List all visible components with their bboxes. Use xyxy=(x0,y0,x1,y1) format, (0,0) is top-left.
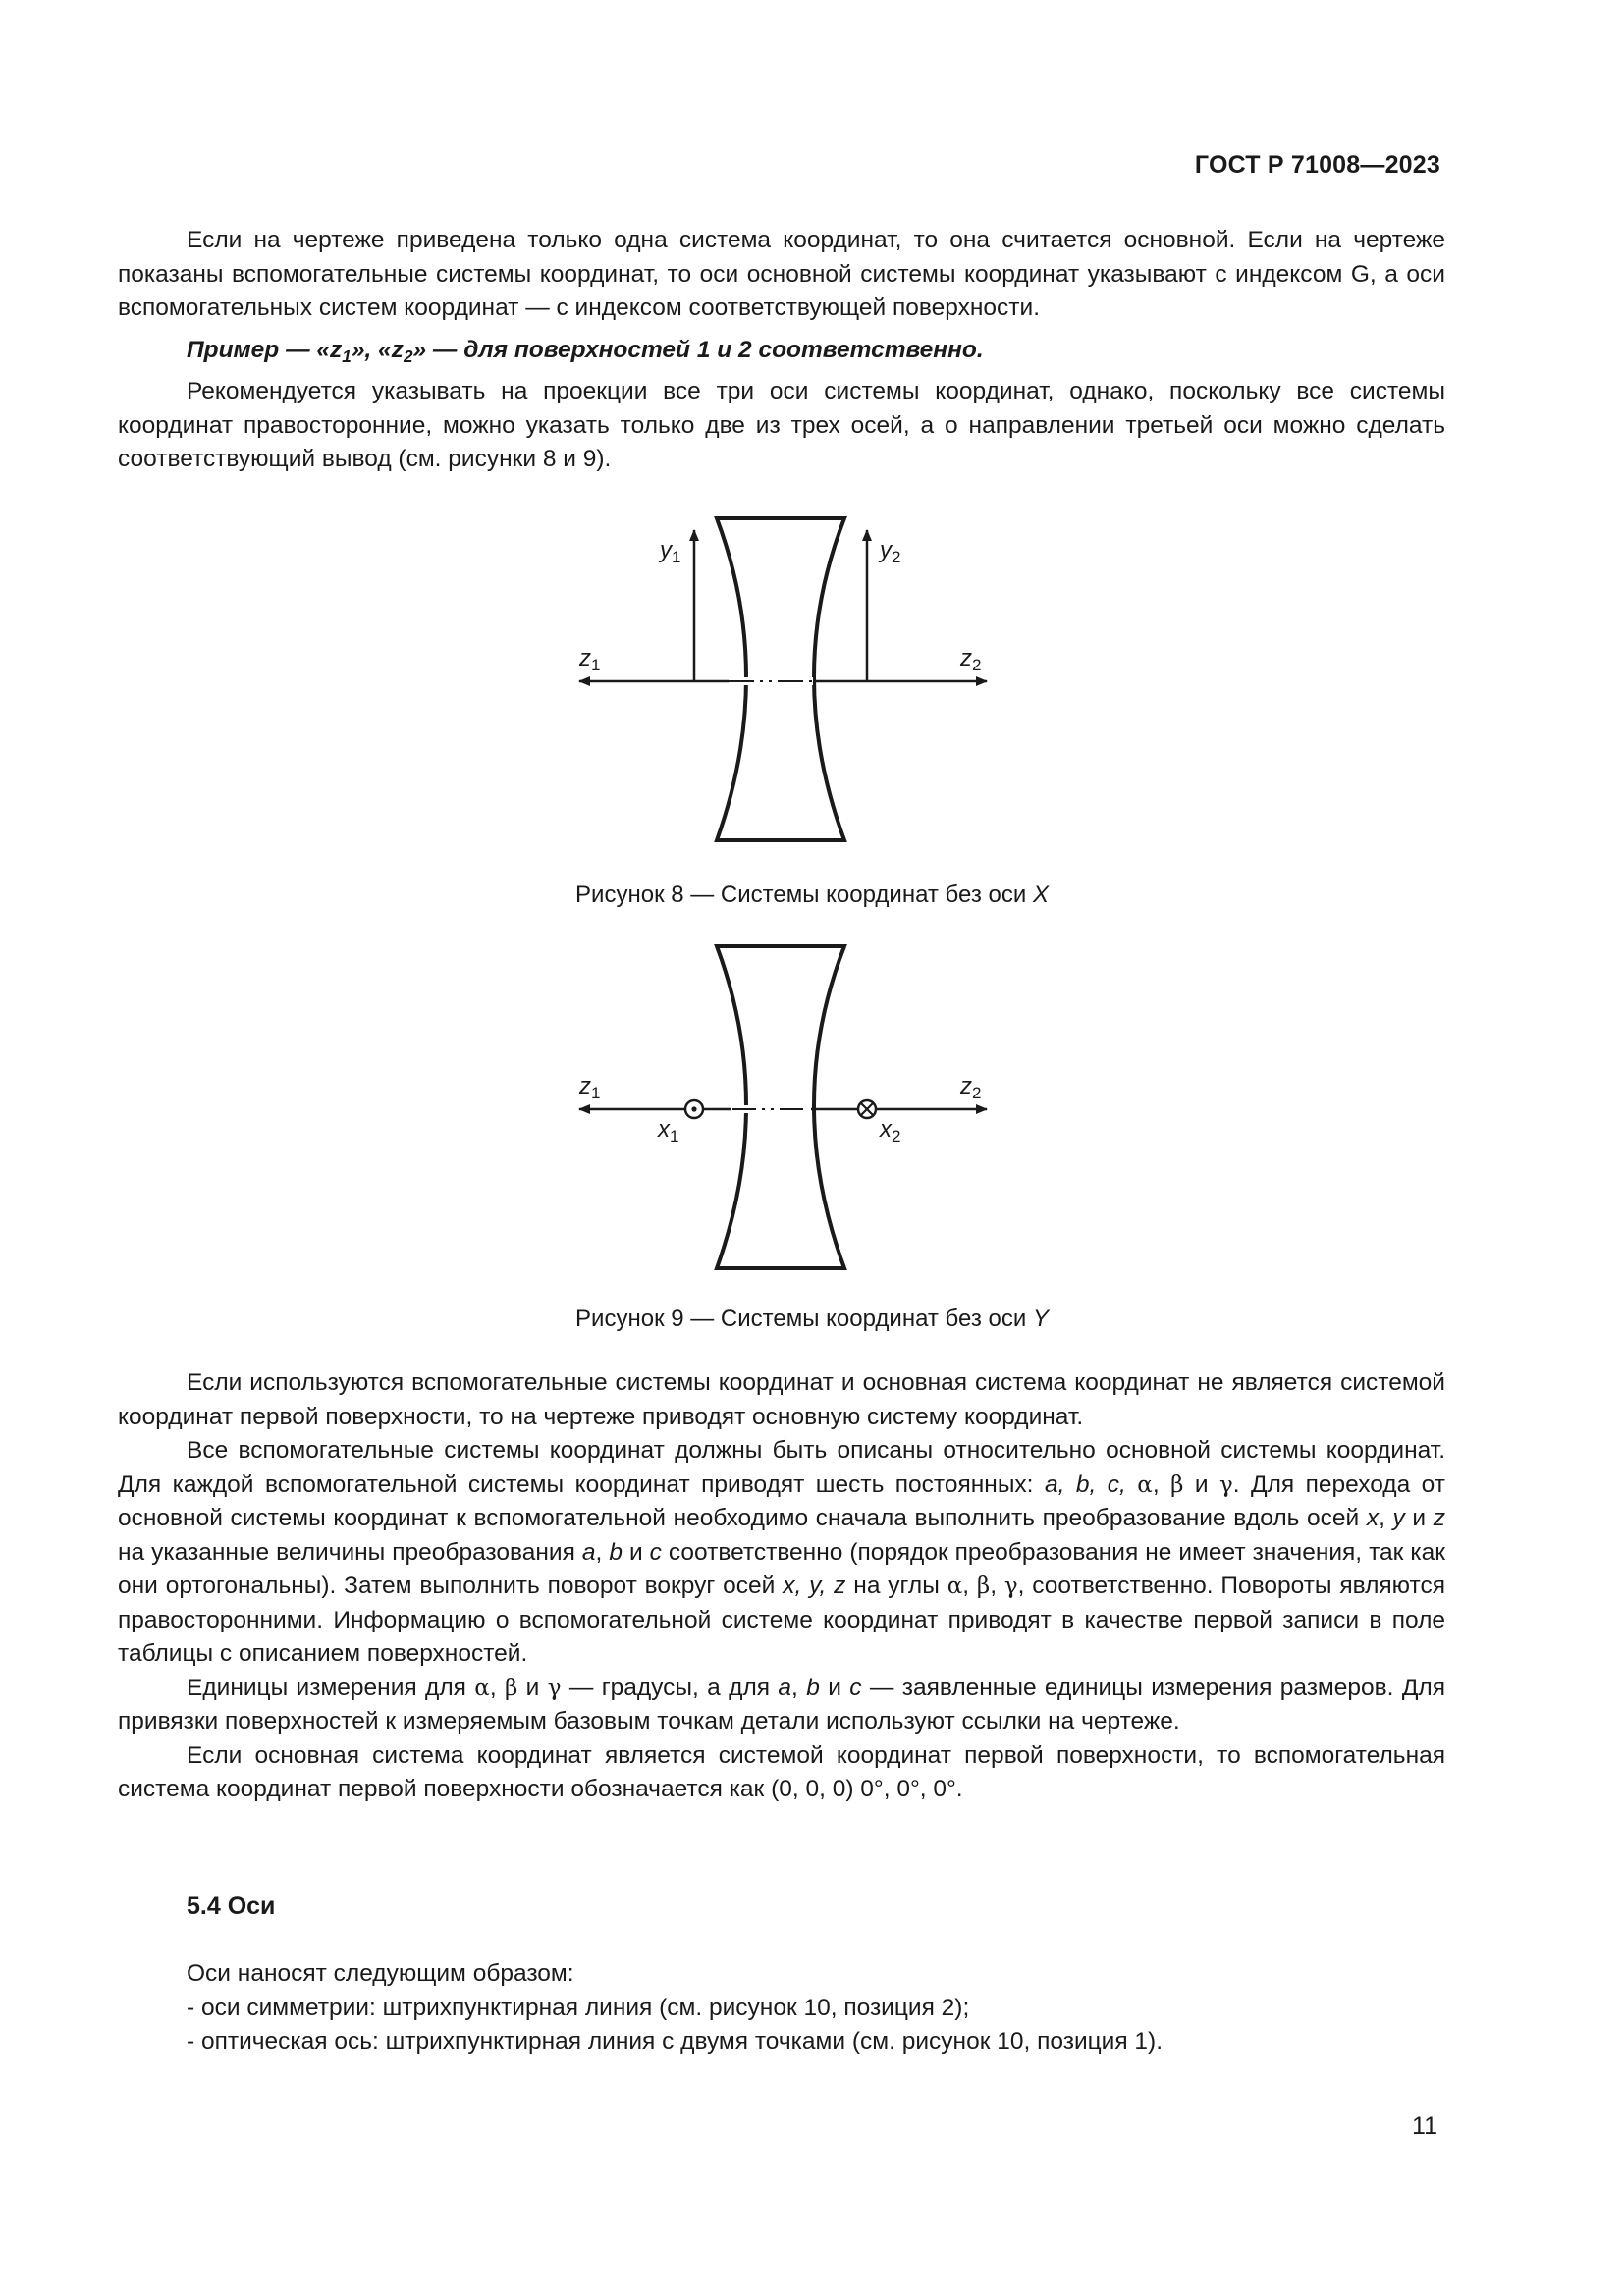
figure-8-caption: Рисунок 8 — Системы координат без оси X xyxy=(575,881,1049,908)
label-z1: $z_1$ xyxy=(579,645,601,674)
label-z2: $z_2$ xyxy=(960,645,982,674)
x2-into-page-symbol xyxy=(858,1100,876,1118)
paragraph: Если используются вспомогательные системы координат и основная система координат не является системой координат первой поверхности, то на чертеже приводят основную систему координат. xyxy=(118,1369,1445,1430)
section-body xyxy=(118,1957,1445,2059)
label-z2: $z_2$ xyxy=(960,1073,982,1102)
list-item: - оптическая ось: штрихпунктирная линия с двумя точками (см. рисунок 10, позиция 1). xyxy=(187,2028,1164,2055)
label-x1: $x_1$ xyxy=(658,1116,679,1146)
paragraph: Рекомендуется указывать на проекции все три оси системы координат, однако, поскольку все системы координат правосторонние, можно указать только две из трех осей, а о направлении третьей оси можно сделать соответствующий вывод (см. рисунки 8 и 9). xyxy=(118,378,1445,472)
figure-9-caption: Рисунок 9 — Системы координат без оси Y xyxy=(575,1306,1049,1332)
paragraph: Если на чертеже приведена только одна система координат, то она считается основной. Если на чертеже показаны вспомогательные системы координат, то оси основной системы координат указывают с индексом G, а оси вспомогательных систем координат — с индексом соответствующей поверхности. xyxy=(118,227,1445,321)
label-x2: $x_2$ xyxy=(880,1116,901,1146)
paragraph: Все вспомогательные системы координат должны быть описаны относительно основной системы координат. Для каждой вспомогательной системы координат приводят шесть постоянных: a, b, c, α, β и γ. Для перехода от основной системы координат к вспомогательной необходимо сначала выполнить преобразование вдоль осей x, y и z на указанные величины преобразования a, b и c соответственно (порядок преобразования не имеет значения, так как они ортогональны). Затем выполнить поворот вокруг осей x, y, z на углы α, β, γ, соответственно. Повороты являются правосторонними. Информацию о вспомогательной системе координат приводят в качестве первой записи в поле таблицы с описанием поверхностей. xyxy=(118,1437,1445,1667)
label-y1: $y_1$ xyxy=(660,537,681,566)
paragraph: Если основная система координат является системой координат первой поверхности, то вспомогательная система координат первой поверхности обозначается как (0, 0, 0) 0°, 0°, 0°. xyxy=(118,1741,1445,1802)
text-block-top xyxy=(118,224,1445,477)
list-item: - оси симметрии: штрихпунктирная линия (см. рисунок 10, позиция 2); xyxy=(187,1994,970,2021)
document-header: ГОСТ Р 71008—2023 xyxy=(1194,151,1440,179)
text-block-bottom xyxy=(118,1366,1445,1807)
figure-8-diagram xyxy=(550,501,1001,854)
label-z1: $z_1$ xyxy=(579,1073,601,1102)
figure-9-diagram xyxy=(550,929,1001,1282)
paragraph: Единицы измерения для α, β и γ — градусы, а для a, b и c — заявленные единицы измерения размеров. Для привязки поверхностей к измеряемым базовым точкам детали используют ссылки на чертеже. xyxy=(118,1674,1445,1735)
example-line: Пример — «$z_1$», «$z_2$» — для поверхностей 1 и 2 соответственно. xyxy=(187,336,984,366)
section-title: 5.4 Оси xyxy=(187,1893,276,1920)
page-number: 11 xyxy=(1412,2112,1437,2140)
x1-out-of-page-symbol xyxy=(685,1100,703,1118)
list-intro: Оси наносят следующим образом: xyxy=(187,1960,574,1987)
label-y2: $y_2$ xyxy=(880,537,901,566)
